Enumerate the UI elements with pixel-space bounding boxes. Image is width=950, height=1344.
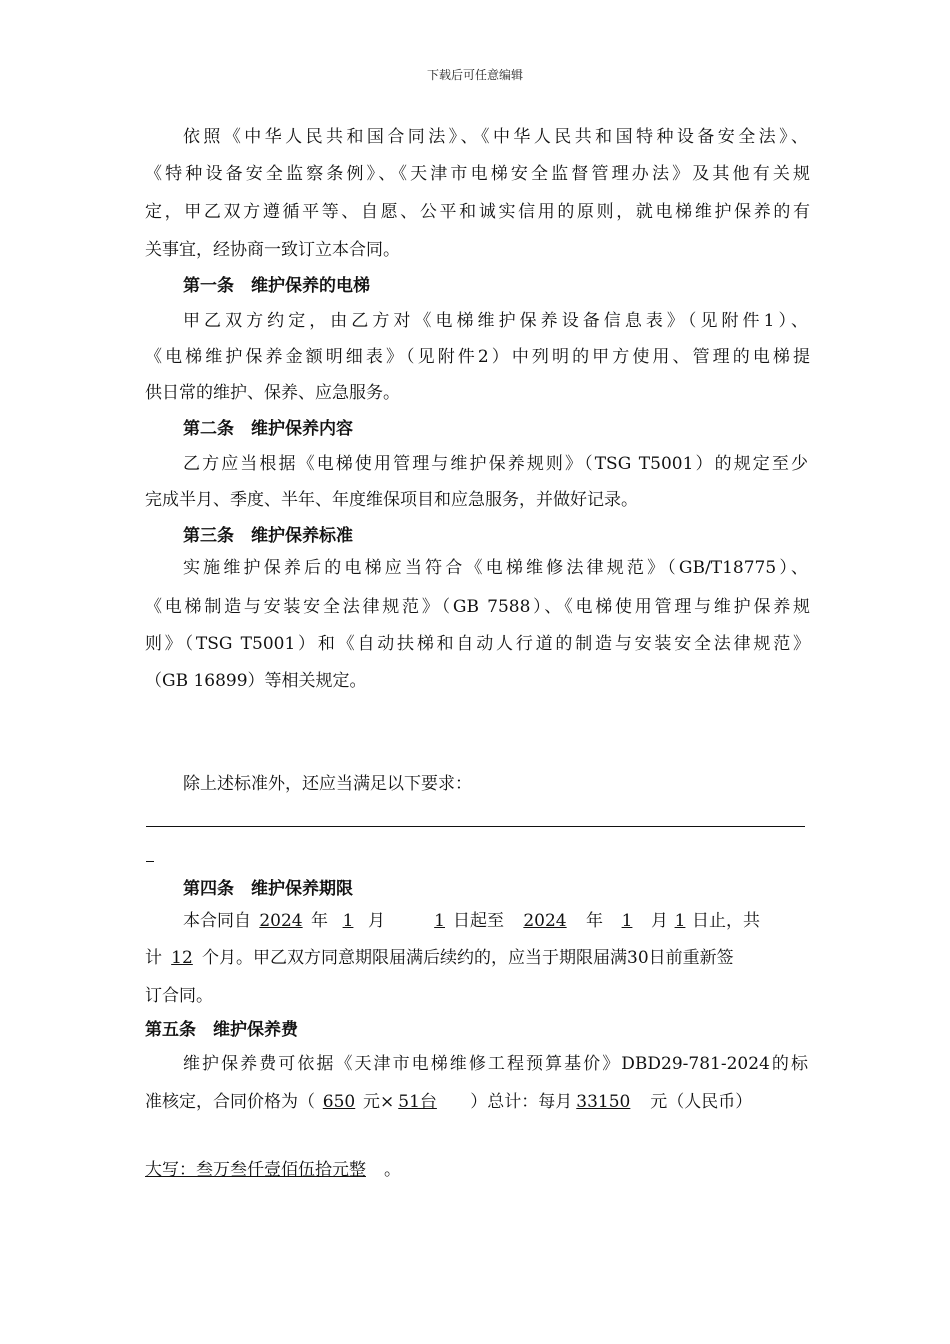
units-blank: 51台 <box>398 1092 437 1112</box>
year-label: 年 <box>311 911 328 931</box>
article-5-capital-line <box>145 1159 810 1181</box>
price-label: 准核定，合同价格为（ <box>145 1092 315 1112</box>
months-blank: 12 <box>171 948 193 968</box>
end-day-blank: 1 <box>674 911 686 931</box>
intro-line-4: 关事宜，经协商一致订立本合同。 <box>145 240 400 260</box>
start-year-blank: 2024 <box>259 911 303 931</box>
blank-fill-dash <box>146 861 154 862</box>
article-5-line-2 <box>145 1091 810 1113</box>
from-label: 日起至 <box>453 911 504 931</box>
article-3-line-3: 则》（TSG T5001）和《自动扶梯和自动人行道的制造与安装安全法律规范》 <box>145 634 810 654</box>
currency-label: 元（人民币） <box>650 1092 753 1112</box>
start-month-blank: 1 <box>342 911 354 931</box>
term-text-start: 本合同自 <box>183 911 251 931</box>
monthly-total-label: ）总计：每月 <box>470 1092 573 1112</box>
article-5-heading: 第五条 维护保养费 <box>145 1020 298 1040</box>
article-4-line-1 <box>183 910 808 932</box>
capital-amount: 大写：叁万叁仟壹佰伍拾元整 <box>145 1160 366 1180</box>
intro-line-2: 《特种设备安全监察条例》、《天津市电梯安全监督管理办法》及其他有关规 <box>145 164 810 184</box>
year-label-2: 年 <box>586 911 603 931</box>
article-5-line-1: 维护保养费可依据《天津市电梯维修工程预算基价》DBD29-781-2024的标 <box>183 1054 808 1074</box>
article-1-line-3: 供日常的维护、保养、应急服务。 <box>145 383 400 403</box>
article-2-heading: 第二条 维护保养内容 <box>183 419 353 439</box>
intro-line-3: 定，甲乙双方遵循平等、自愿、公平和诚实信用的原则，就电梯维护保养的有 <box>145 202 810 222</box>
end-mark: 。 <box>384 1160 401 1180</box>
article-1-line-2: 《电梯维护保养金额明细表》（见附件2）中列明的甲方使用、管理的电梯提 <box>145 347 810 367</box>
yuan-times-label: 元× <box>363 1092 395 1112</box>
monthly-total-blank: 33150 <box>576 1092 631 1112</box>
unit-price-blank: 650 <box>322 1092 356 1112</box>
article-4-line-3: 订合同。 <box>145 986 213 1006</box>
article-4-line-2 <box>145 947 810 969</box>
renewal-text: 个月。甲乙双方同意期限届满后续约的，应当于期限届满30日前重新签 <box>202 948 734 968</box>
until-label: 日止，共 <box>692 911 760 931</box>
page-header: 下载后可任意编辑 <box>426 68 523 82</box>
article-3-line-4: （GB 16899）等相关规定。 <box>145 671 367 691</box>
article-1-heading: 第一条 维护保养的电梯 <box>183 276 370 296</box>
start-day-blank: 1 <box>434 911 445 931</box>
intro-line-1: 依照《中华人民共和国合同法》、《中华人民共和国特种设备安全法》、 <box>183 127 808 147</box>
article-3-heading: 第三条 维护保养标准 <box>183 526 353 546</box>
month-label: 月 <box>368 911 385 931</box>
article-2-line-2: 完成半月、季度、半年、年度维保项目和应急服务，并做好记录。 <box>145 490 638 510</box>
end-year-blank: 2024 <box>523 911 567 931</box>
article-3-line-1: 实施维护保养后的电梯应当符合《电梯维修法律规范》（GB/T18775）、 <box>183 558 808 578</box>
article-2-line-1: 乙方应当根据《电梯使用管理与维护保养规则》（TSG T5001）的规定至少 <box>183 454 808 474</box>
article-3-line-2: 《电梯制造与安装安全法律规范》（GB 7588）、《电梯使用管理与维护保养规 <box>145 597 810 617</box>
article-4-heading: 第四条 维护保养期限 <box>183 879 353 899</box>
blank-fill-line <box>146 826 805 827</box>
month-label-2: 月 <box>651 911 668 931</box>
end-month-blank: 1 <box>621 911 633 931</box>
total-label: 计 <box>145 948 162 968</box>
article-3-extra-requirements: 除上述标准外，还应当满足以下要求： <box>183 774 472 794</box>
article-1-line-1: 甲乙双方约定，由乙方对《电梯维护保养设备信息表》（见附件1）、 <box>183 311 808 331</box>
